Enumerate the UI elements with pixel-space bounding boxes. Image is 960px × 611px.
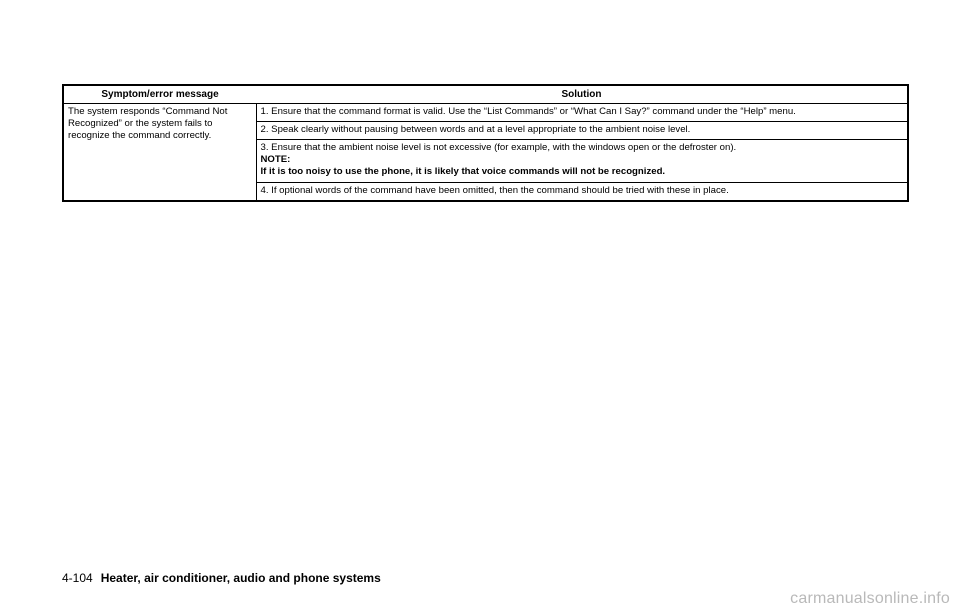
page-footer [62, 571, 381, 585]
symptom-column-header: Symptom/error message [63, 85, 256, 104]
section-title: Heater, air conditioner, audio and phone systems [100, 571, 381, 585]
solution-cell-2: 2. Speak clearly without pausing between words and at a level appropriate to the ambient noise level. [256, 122, 908, 140]
solution-cell-3 [256, 140, 908, 183]
table-row [63, 104, 908, 122]
troubleshooting-table [62, 84, 909, 202]
solution-cell-1: 1. Ensure that the command format is valid. Use the “List Commands” or “What Can I Say?” command under the “Help” menu. [256, 104, 908, 122]
solution-column-header: Solution [256, 85, 908, 104]
solution-3-text: 3. Ensure that the ambient noise level is not excessive (for example, with the windows open or the defroster on). [260, 142, 737, 153]
watermark: carmanualsonline.info [790, 590, 950, 607]
table-header-row [63, 85, 908, 104]
page-number: 4-104 [62, 571, 93, 585]
solution-cell-4: 4. If optional words of the command have been omitted, then the command should be tried with these in place. [260, 185, 729, 196]
symptom-cell: The system responds “Command Not Recognized” or the system fails to recognize the command correctly. [63, 104, 256, 202]
note-label: NOTE: [260, 154, 291, 165]
note-text: If it is too noisy to use the phone, it is likely that voice commands will not be recognized. [260, 166, 666, 177]
